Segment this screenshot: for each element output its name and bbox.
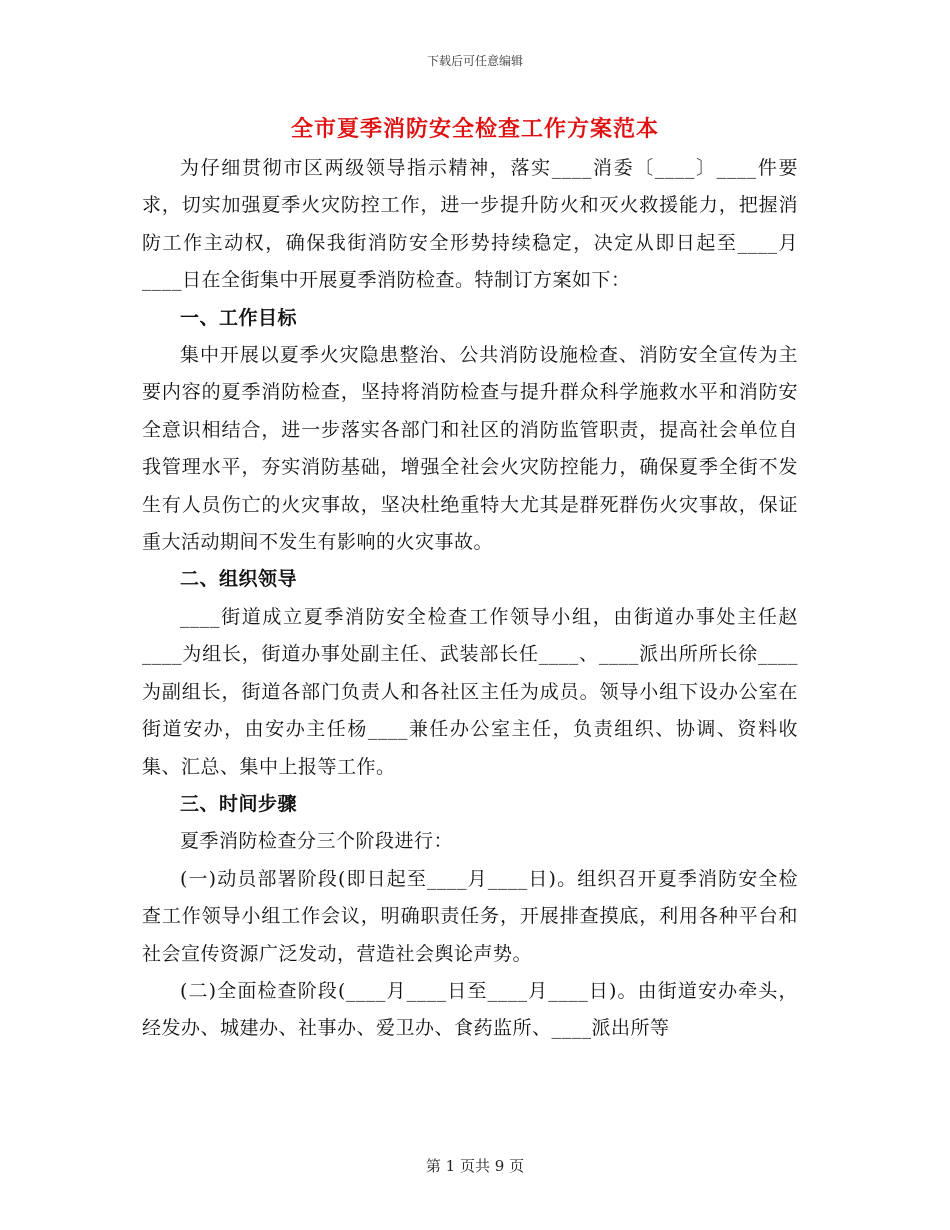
intro-paragraph: 为仔细贯彻市区两级领导指示精神，落实____消委〔____〕____件要求，切实加强夏季火灾防控工作，进一步提升防火和灭火救援能力，把握消防工作主动权，确保我街消防安全形势持续稳定，决定从即日起至____月____日在全街集中开展夏季消防检查。特制订方案如下：	[142, 157, 798, 292]
document-title: 全市夏季消防安全检查工作方案范本	[290, 116, 659, 142]
section-heading-schedule: 三、时间步骤	[180, 792, 298, 815]
section-heading-organization: 二、组织领导	[180, 568, 298, 591]
phase-one-paragraph: (一)动员部署阶段(即日起至____月____日)。组织召开夏季消防安全检查工作领导小组工作会议，明确职责任务，开展排查摸底，利用各种平台和社会宣传资源广泛发动，营造社会舆论声势。	[142, 867, 798, 965]
schedule-intro-paragraph: 夏季消防检查分三个阶段进行：	[180, 830, 454, 853]
goals-paragraph: 集中开展以夏季火灾隐患整治、公共消防设施检查、消防安全宣传为主要内容的夏季消防检查，坚持将消防检查与提升群众科学施救水平和消防安全意识相结合，进一步落实各部门和社区的消防监管职责，提高社会单位自我管理水平，夯实消防基础，增强全社会火灾防控能力，确保夏季全街不发生有人员伤亡的火灾事故，坚决杜绝重特大尤其是群死群伤火灾事故，保证重大活动期间不发生有影响的火灾事故。	[142, 344, 798, 554]
organization-paragraph: ____街道成立夏季消防安全检查工作领导小组，由街道办事处主任赵____为组长，街道办事处副主任、武装部长任____、____派出所所长徐____为副组长，街道各部门负责人和各社区主任为成员。领导小组下设办公室在街道安办，由安办主任杨____兼任办公室主任，负责组织、协调、资料收集、汇总、集中上报等工作。	[142, 605, 798, 778]
document-body	[142, 150, 798, 1048]
phase-two-paragraph: (二)全面检查阶段(____月____日至____月____日)。由街道安办牵头，经发办、城建办、社事办、爱卫办、食药监所、____派出所等	[142, 979, 798, 1040]
page-header-note: 下载后可任意编辑	[426, 54, 523, 68]
page-number: 第 1 页共 9 页	[425, 1157, 525, 1175]
section-heading-goals: 一、工作目标	[180, 306, 298, 329]
